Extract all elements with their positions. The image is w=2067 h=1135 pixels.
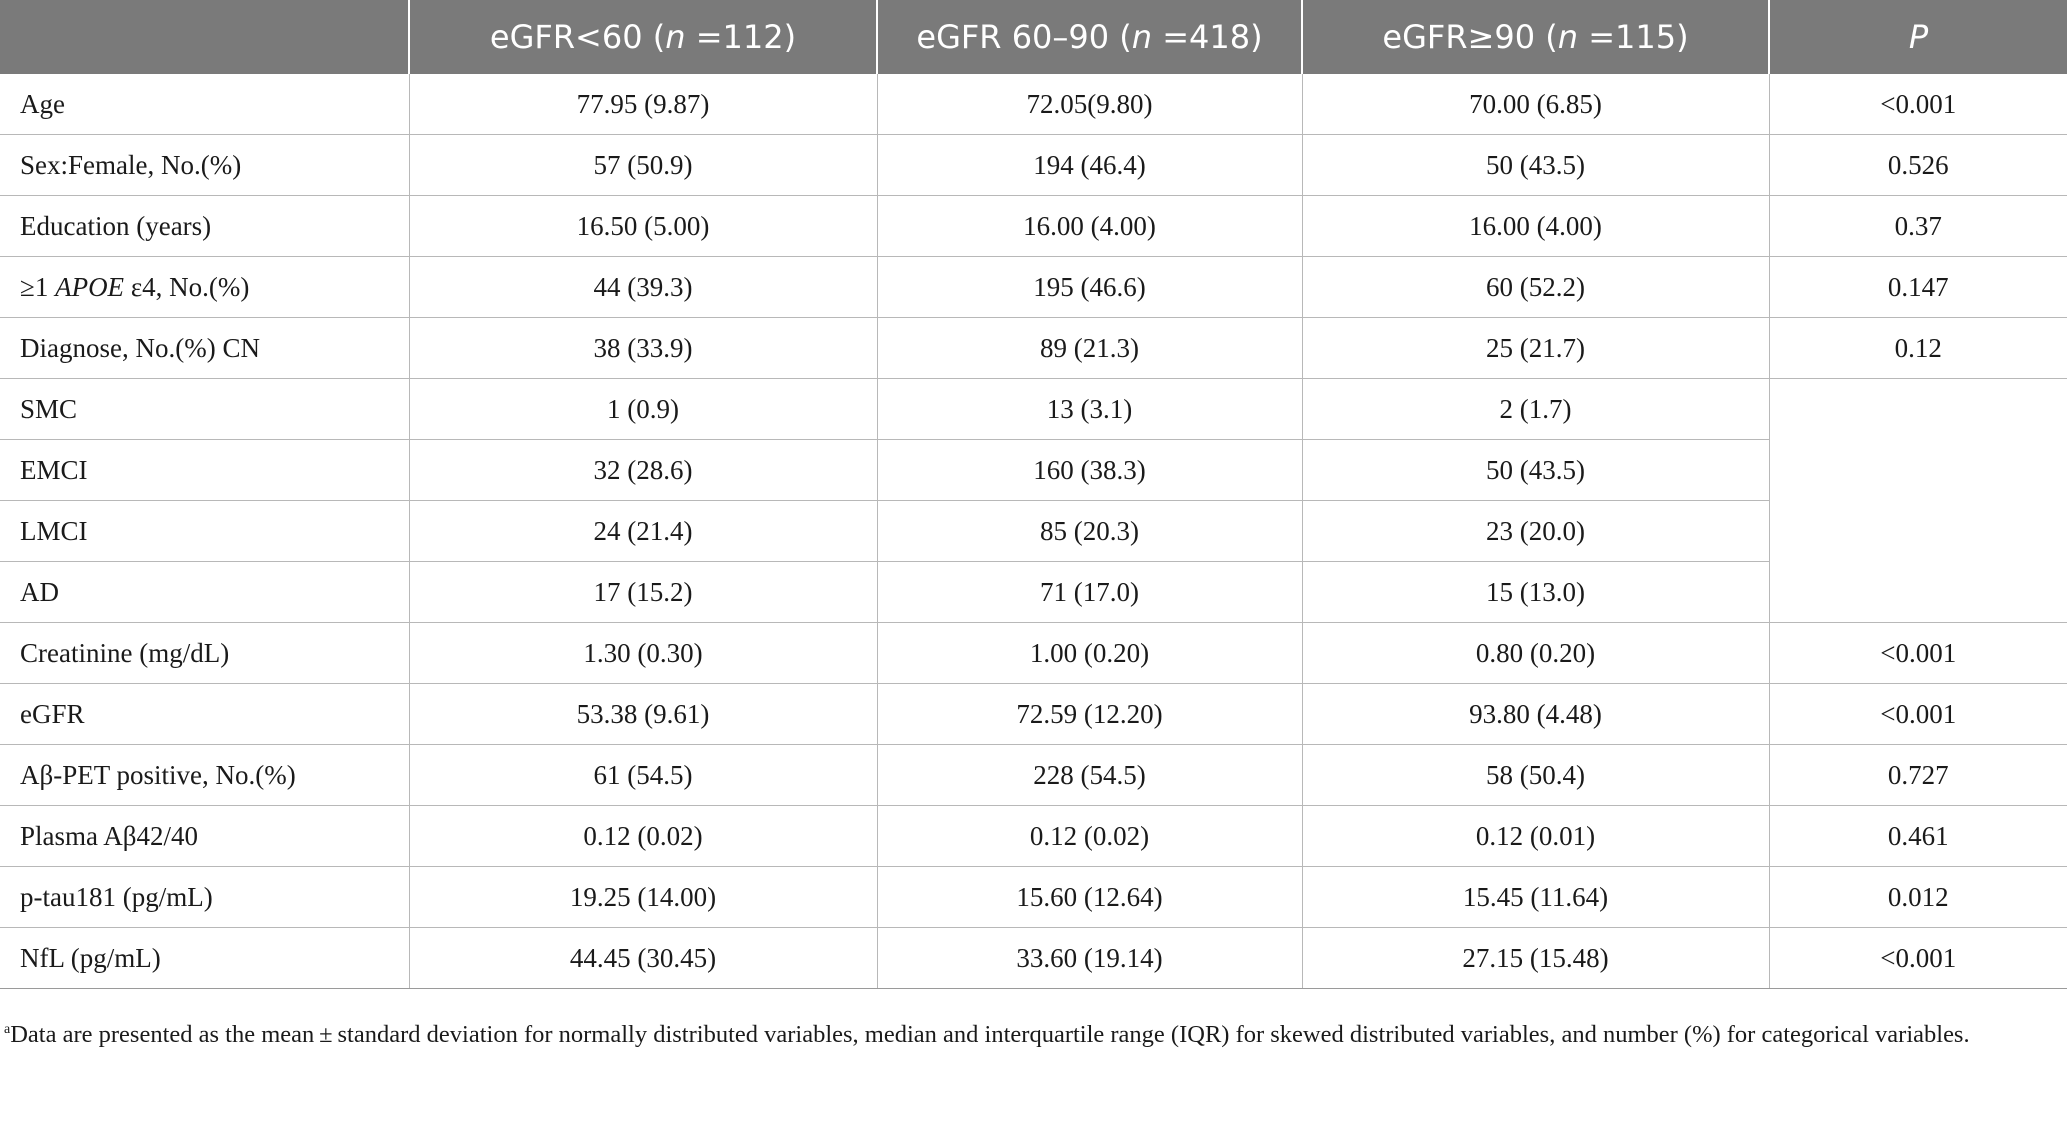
header-egfr-ge-90 [1302,0,1769,74]
cell-egfr-ge-90: 93.80 (4.48) [1302,684,1769,745]
header-text: =418) [1152,17,1263,56]
cell-egfr-ge-90: 60 (52.2) [1302,257,1769,318]
cell-egfr-60-90: 194 (46.4) [877,135,1302,196]
cell-egfr-60-90: 16.00 (4.00) [877,196,1302,257]
row-label: EMCI [0,440,409,501]
cell-p-value: 0.727 [1769,745,2067,806]
footnote-marker: a [4,1022,11,1037]
cell-p-value: 0.12 [1769,318,2067,379]
table-row [0,440,2067,501]
header-egfr-60-90 [877,0,1302,74]
header-text: =112) [685,17,797,56]
table-row [0,623,2067,684]
cell-p-value-merged-empty [1769,379,2067,623]
cell-egfr-ge-90: 0.80 (0.20) [1302,623,1769,684]
cell-egfr-lt-60: 53.38 (9.61) [409,684,877,745]
header-text: eGFR 60–90 ( [916,17,1132,56]
cell-p-value: 0.526 [1769,135,2067,196]
row-label-text: ≥1 [20,271,56,302]
table-row [0,501,2067,562]
table-row [0,379,2067,440]
table-footnote [4,1018,2064,1052]
cell-egfr-lt-60: 57 (50.9) [409,135,877,196]
row-label-text: ε4, No.(%) [124,271,250,302]
cell-egfr-lt-60: 19.25 (14.00) [409,867,877,928]
table-row [0,806,2067,867]
table-row [0,745,2067,806]
cell-egfr-ge-90: 15.45 (11.64) [1302,867,1769,928]
row-label: Education (years) [0,196,409,257]
cell-p-value: <0.001 [1769,928,2067,989]
header-p-value [1769,0,2067,74]
cell-egfr-ge-90: 15 (13.0) [1302,562,1769,623]
row-label: Sex:Female, No.(%) [0,135,409,196]
cell-egfr-60-90: 0.12 (0.02) [877,806,1302,867]
cell-egfr-ge-90: 27.15 (15.48) [1302,928,1769,989]
cell-p-value: 0.37 [1769,196,2067,257]
row-label: LMCI [0,501,409,562]
header-label-column [0,0,409,74]
cell-p-value: <0.001 [1769,74,2067,135]
cell-egfr-ge-90: 70.00 (6.85) [1302,74,1769,135]
cell-p-value: <0.001 [1769,623,2067,684]
cell-egfr-60-90: 85 (20.3) [877,501,1302,562]
row-label [0,257,409,318]
cell-egfr-60-90: 15.60 (12.64) [877,867,1302,928]
cell-egfr-lt-60: 38 (33.9) [409,318,877,379]
cell-p-value: 0.461 [1769,806,2067,867]
cell-egfr-60-90: 89 (21.3) [877,318,1302,379]
cell-egfr-60-90: 195 (46.6) [877,257,1302,318]
cell-egfr-lt-60: 24 (21.4) [409,501,877,562]
cell-egfr-lt-60: 0.12 (0.02) [409,806,877,867]
cell-egfr-ge-90: 16.00 (4.00) [1302,196,1769,257]
cell-egfr-ge-90: 58 (50.4) [1302,745,1769,806]
header-p-symbol: P [1908,17,1929,56]
header-text: eGFR<60 ( [489,17,666,56]
cell-egfr-lt-60: 77.95 (9.87) [409,74,877,135]
row-label: Plasma Aβ42/40 [0,806,409,867]
table-row [0,196,2067,257]
row-label: eGFR [0,684,409,745]
cell-egfr-lt-60: 44.45 (30.45) [409,928,877,989]
header-row [0,0,2067,74]
header-n-symbol: n [1557,17,1579,56]
row-label: Creatinine (mg/dL) [0,623,409,684]
cell-egfr-60-90: 228 (54.5) [877,745,1302,806]
header-egfr-lt-60 [409,0,877,74]
cell-p-value: 0.147 [1769,257,2067,318]
cell-p-value: <0.001 [1769,684,2067,745]
cell-egfr-lt-60: 32 (28.6) [409,440,877,501]
row-label: Diagnose, No.(%) CN [0,318,409,379]
header-n-symbol: n [665,17,686,56]
cell-egfr-lt-60: 1 (0.9) [409,379,877,440]
cell-egfr-lt-60: 17 (15.2) [409,562,877,623]
cell-egfr-60-90: 72.59 (12.20) [877,684,1302,745]
row-label: Age [0,74,409,135]
cell-egfr-lt-60: 16.50 (5.00) [409,196,877,257]
table-row [0,257,2067,318]
cell-egfr-lt-60: 44 (39.3) [409,257,877,318]
row-label: Aβ-PET positive, No.(%) [0,745,409,806]
table-header [0,0,2067,74]
table-row [0,74,2067,135]
table-row [0,318,2067,379]
row-label: SMC [0,379,409,440]
table-row [0,867,2067,928]
row-label: p-tau181 (pg/mL) [0,867,409,928]
cell-egfr-ge-90: 23 (20.0) [1302,501,1769,562]
cell-egfr-ge-90: 0.12 (0.01) [1302,806,1769,867]
cell-egfr-ge-90: 50 (43.5) [1302,440,1769,501]
row-label-gene: APOE [55,271,125,302]
header-text: eGFR≥90 ( [1382,17,1558,56]
row-label: NfL (pg/mL) [0,928,409,989]
cell-egfr-lt-60: 61 (54.5) [409,745,877,806]
table-row [0,928,2067,989]
cell-egfr-ge-90: 2 (1.7) [1302,379,1769,440]
table-row [0,135,2067,196]
cell-egfr-60-90: 160 (38.3) [877,440,1302,501]
cell-egfr-lt-60: 1.30 (0.30) [409,623,877,684]
footnote-text: Data are presented as the mean ± standard deviation for normally distributed variables, median and interquartile range (IQR) for skewed distributed variables, and number (%) for categorical variables. [10,1021,1970,1048]
cell-egfr-60-90: 33.60 (19.14) [877,928,1302,989]
cell-egfr-60-90: 13 (3.1) [877,379,1302,440]
cell-p-value: 0.012 [1769,867,2067,928]
cell-egfr-60-90: 72.05(9.80) [877,74,1302,135]
header-text: =115) [1578,17,1689,56]
table-row [0,562,2067,623]
cell-egfr-ge-90: 50 (43.5) [1302,135,1769,196]
cell-egfr-60-90: 71 (17.0) [877,562,1302,623]
table-body [0,74,2067,989]
header-n-symbol: n [1131,17,1153,56]
table-row [0,684,2067,745]
cell-egfr-ge-90: 25 (21.7) [1302,318,1769,379]
row-label: AD [0,562,409,623]
cell-egfr-60-90: 1.00 (0.20) [877,623,1302,684]
